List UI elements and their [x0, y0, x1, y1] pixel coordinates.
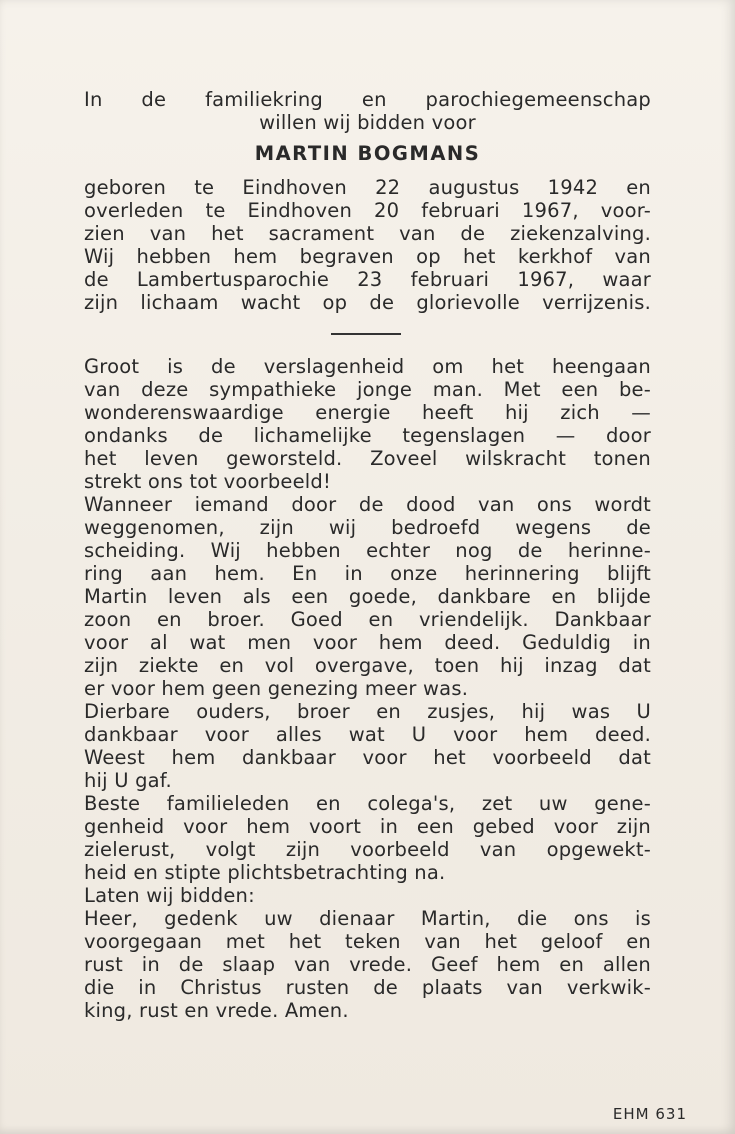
- body-line: van deze sympathieke jonge man. Met een be-: [84, 378, 651, 401]
- body-line: voor al wat men voor hem deed. Geduldig in: [84, 631, 651, 654]
- body-line: Martin leven als een goede, dankbare en blijde: [84, 585, 651, 608]
- body-line: ondanks de lichamelijke tegenslagen — door: [84, 424, 651, 447]
- body-line: ring aan hem. En in onze herinnering blijft: [84, 562, 651, 585]
- biography-line: zijn lichaam wacht op de glorievolle verrijzenis.: [84, 291, 651, 314]
- biography-line: zien van het sacrament van de ziekenzalving.: [84, 222, 651, 245]
- body-line: Laten wij bidden:: [84, 884, 255, 907]
- deceased-name: MARTIN BOGMANS: [254, 142, 481, 165]
- body-line: rust in de slaap van vrede. Geef hem en allen: [84, 953, 651, 976]
- biography-line: Wij hebben hem begraven op het kerkhof van: [84, 245, 651, 268]
- body-line: wonderenswaardige energie heeft hij zich —: [84, 401, 651, 424]
- body-line: scheiding. Wij hebben echter nog de herinne-: [84, 539, 651, 562]
- body-line: zoon en broer. Goed en vriendelijk. Dankbaar: [84, 608, 651, 631]
- body-line: Beste familieleden en colega's, zet uw gene-: [84, 792, 651, 815]
- header-line-1: In de familiekring en parochiegemeenschap: [84, 88, 651, 111]
- body-line: weggenomen, zijn wij bedroefd wegens de: [84, 516, 651, 539]
- body-block: [84, 355, 651, 1022]
- body-line: Weest hem dankbaar voor het voorbeeld dat: [84, 746, 651, 769]
- body-line: die in Christus rusten de plaats van verkwik-: [84, 976, 651, 999]
- body-line: zielerust, volgt zijn voorbeeld van opgewekt-: [84, 838, 651, 861]
- header-block: [84, 88, 651, 165]
- body-line: strekt ons tot voorbeeld!: [84, 470, 331, 493]
- body-line: heid en stipte plichtsbetrachting na.: [84, 861, 446, 884]
- body-line: zijn ziekte en vol overgave, toen hij inzag dat: [84, 654, 651, 677]
- biography-line: de Lambertusparochie 23 februari 1967, waar: [84, 268, 651, 291]
- header-line-2: willen wij bidden voor: [259, 111, 476, 134]
- body-line: Dierbare ouders, broer en zusjes, hij was U: [84, 700, 651, 723]
- body-line: hij U gaf.: [84, 769, 172, 792]
- divider: [331, 333, 401, 335]
- body-line: voorgegaan met het teken van het geloof en: [84, 930, 651, 953]
- body-line: genheid voor hem voort in een gebed voor zijn: [84, 815, 651, 838]
- body-line: dankbaar voor alles wat U voor hem deed.: [84, 723, 651, 746]
- body-line: Groot is de verslagenheid om het heengaan: [84, 355, 651, 378]
- body-line: Heer, gedenk uw dienaar Martin, die ons is: [84, 907, 651, 930]
- biography-line: geboren te Eindhoven 22 augustus 1942 en: [84, 176, 651, 199]
- body-line: king, rust en vrede. Amen.: [84, 999, 349, 1022]
- body-line: er voor hem geen genezing meer was.: [84, 677, 469, 700]
- body-line: het leven geworsteld. Zoveel wilskracht tonen: [84, 447, 651, 470]
- footer-code: EHM 631: [612, 1105, 687, 1123]
- biography-block: [84, 176, 651, 314]
- body-line: Wanneer iemand door de dood van ons wordt: [84, 493, 651, 516]
- biography-line: overleden te Eindhoven 20 februari 1967, voor-: [84, 199, 651, 222]
